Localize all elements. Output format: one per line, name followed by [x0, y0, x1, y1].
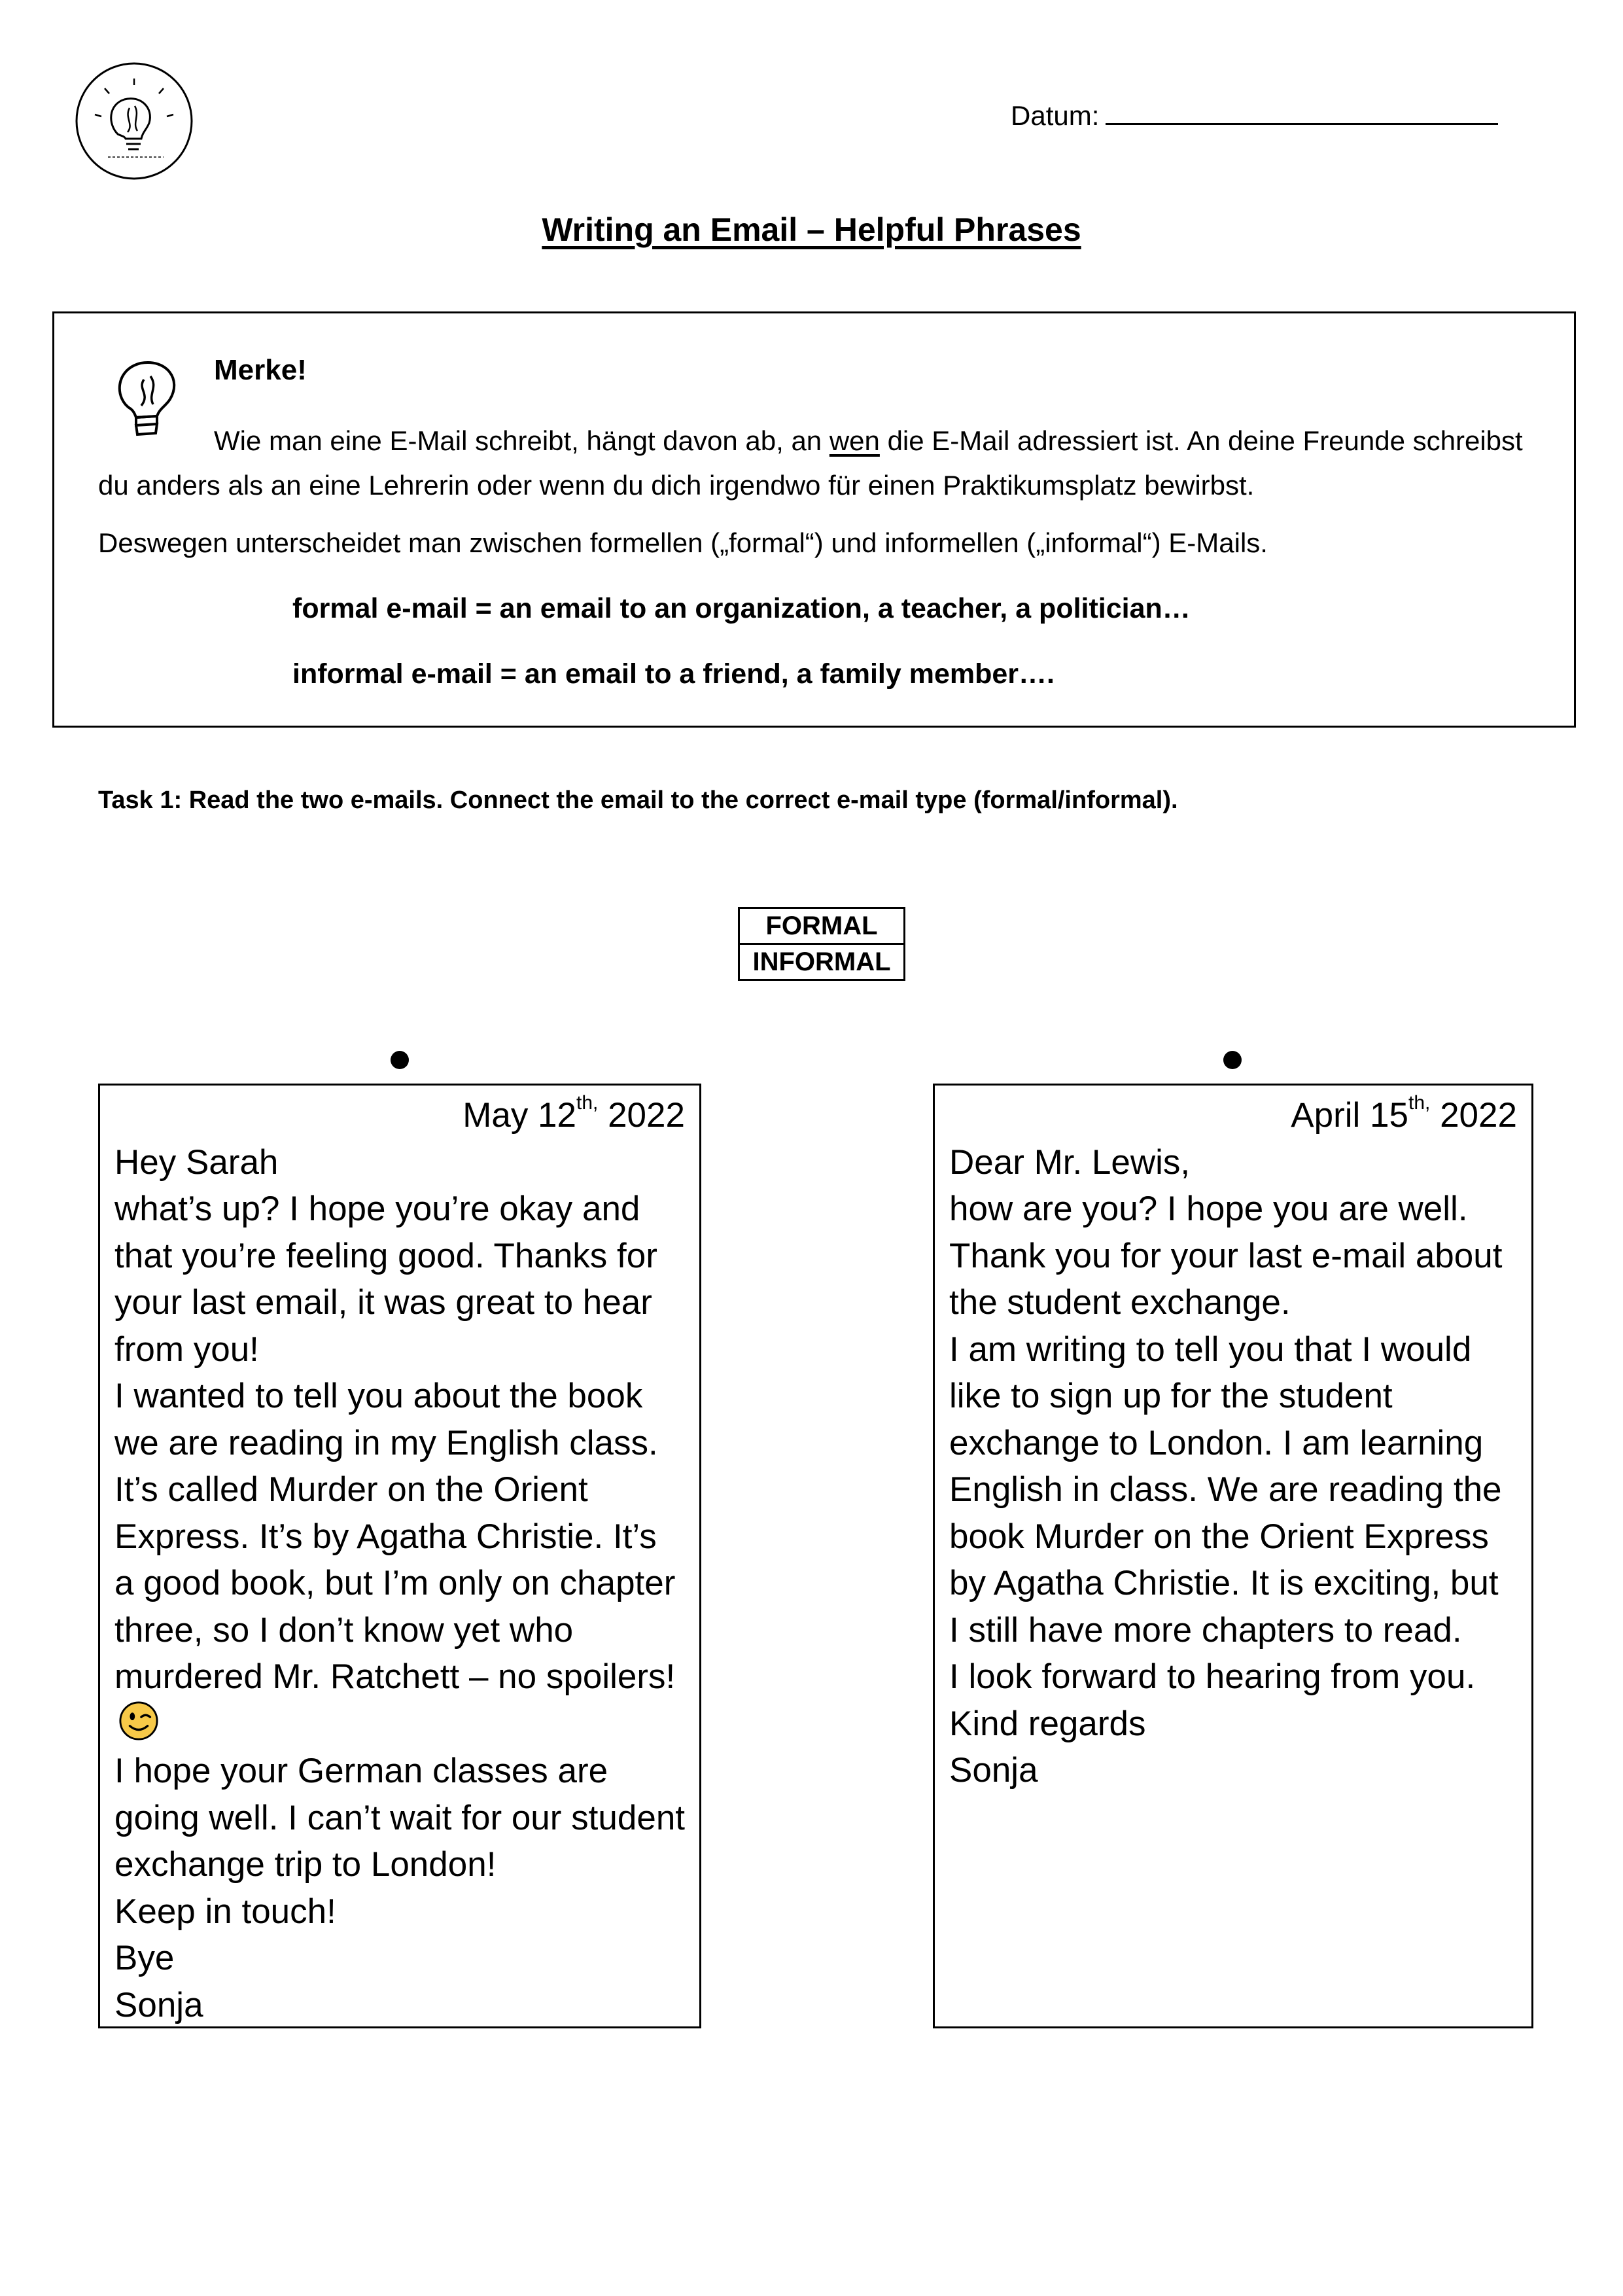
date-label: Datum: [1011, 100, 1100, 131]
email-body [114, 1139, 685, 2029]
email-date-ordinal: th, [576, 1092, 599, 1114]
merke-p1-end: die E-Mail adressiert ist. An deine Freunde schreibst du anders als an eine Lehrerin oder wenn du dich irgendwo für einen Praktikumsplatz bewirbst. [98, 425, 1523, 501]
email-date-text: April 15 [1291, 1096, 1408, 1135]
lightbulb-logo-icon [72, 59, 196, 183]
email-formal-example [933, 1084, 1533, 2028]
definition-informal: informal e-mail = an email to a friend, a family member…. [292, 658, 1055, 690]
merke-p1-start: Wie man eine E-Mail schreibt, hängt davon ab, an [214, 425, 829, 456]
task-1-instruction: Task 1: Read the two e-mails. Connect the email to the correct e-mail type (formal/informal). [98, 786, 1178, 814]
email-date-text: May 12 [462, 1096, 576, 1135]
winking-face-emoji-icon [118, 1701, 159, 1741]
merke-paragraph-1 [98, 419, 1524, 508]
email-body-text: Hey Sarah what’s up? I hope you’re okay and that you’re feeling good. Thanks for your last email, it was great to hear from you! I wanted to tell you about the book we are reading in my English class. It’s called Murder on the Orient Express. It’s by Agatha Christie. It’s a good book, but I’m only on chapter three, so I don’t know yet who murdered Mr. Ratchett – no spoilers! [114, 1142, 676, 1696]
email-body: Dear Mr. Lewis, how are you? I hope you are well. Thank you for your last e-mail about the student exchange. I am writing to tell you that I would like to sign up for the student exchange to London. I am learning English in class. We are reading the book Murder on the Orient Express by Agatha Christie. It is exciting, but I still have more chapters to read. I look forward to hearing from you. Kind regards Sonja [949, 1142, 1503, 1790]
type-informal[interactable]: INFORMAL [739, 944, 905, 980]
merke-paragraph-2: Deswegen unterscheidet man zwischen formellen („formal“) und informellen („informal“) E-Mails. [98, 527, 1268, 558]
email-date-ordinal: th, [1408, 1092, 1431, 1114]
email-date [949, 1092, 1517, 1139]
date-field [1011, 97, 1498, 132]
email-body-end-text: I hope your German classes are going well. I can’t wait for our student exchange trip to London! Keep in touch! Bye Sonja [114, 1752, 686, 2024]
email-date-year: 2022 [598, 1096, 685, 1135]
connection-dot-right[interactable] [1223, 1051, 1242, 1069]
email-informal-example [98, 1084, 701, 2028]
merke-p1-underlined-word: wen [829, 425, 880, 456]
connection-dot-left[interactable] [391, 1051, 409, 1069]
email-type-table [738, 907, 905, 981]
email-date-year: 2022 [1430, 1096, 1517, 1135]
type-formal[interactable]: FORMAL [739, 908, 905, 944]
page-title: Writing an Email – Helpful Phrases [542, 211, 1081, 248]
email-date [114, 1092, 685, 1139]
merke-heading: Merke! [214, 354, 307, 386]
date-blank-line[interactable] [1106, 97, 1498, 125]
definition-formal: formal e-mail = an email to an organization, a teacher, a politician… [292, 593, 1191, 624]
